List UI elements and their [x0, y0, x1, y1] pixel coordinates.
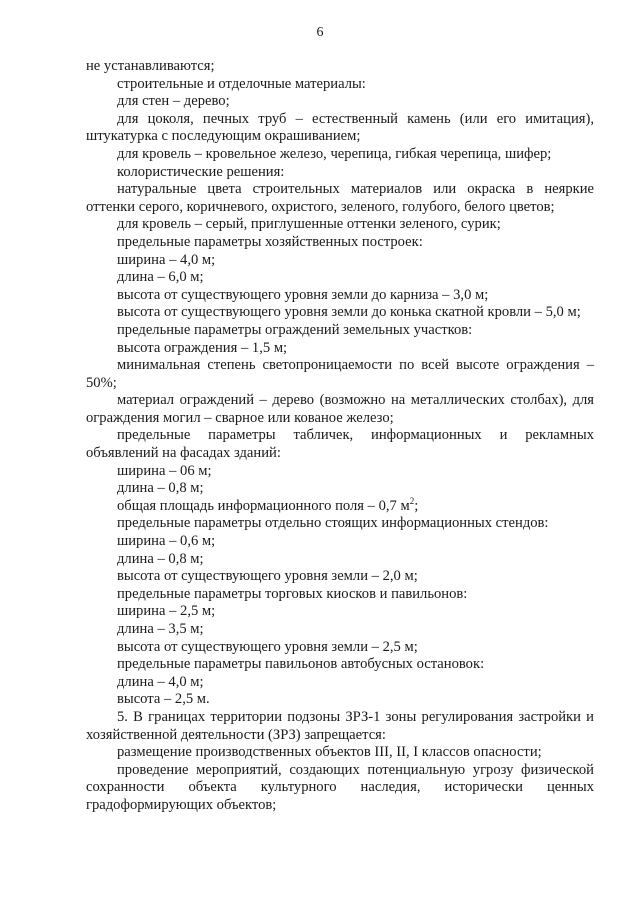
paragraph: [86, 216, 594, 234]
paragraph-text: колористические решения:: [117, 163, 285, 180]
paragraph-text: минимальная степень светопроницаемости по всей высоте ограждения – 50%;: [86, 357, 594, 391]
paragraph: [86, 674, 594, 692]
paragraph: [86, 252, 594, 270]
paragraph-text: ширина – 4,0 м;: [117, 251, 216, 268]
paragraph-text: ширина – 06 м;: [117, 462, 212, 479]
paragraph: [86, 691, 594, 709]
paragraph-text: предельные параметры отдельно стоящих информационных стендов:: [117, 515, 549, 532]
paragraph: [86, 234, 594, 252]
paragraph-text: ширина – 2,5 м;: [117, 603, 216, 620]
paragraph-text: ширина – 0,6 м;: [117, 533, 216, 550]
paragraph-text: для цоколя, печных труб – естественный камень (или его имитация), штукатурка с последующим окрашиванием;: [86, 110, 594, 145]
paragraph-text: материал ограждений – дерево (возможно на металлических столбах), для ограждения могил – сварное или кованое железо;: [86, 392, 594, 426]
paragraph: [86, 58, 594, 76]
paragraph-text: предельные параметры ограждений земельных участков:: [117, 321, 473, 338]
paragraph: [86, 744, 594, 762]
paragraph-text: высота от существующего уровня земли до карниза – 3,0 м;: [117, 286, 489, 303]
paragraph: [86, 164, 594, 182]
paragraph: [86, 181, 594, 216]
paragraph: [86, 495, 594, 516]
paragraph-text: проведение мероприятий, создающих потенциальную угрозу физической сохранности объекта культурного наследия, исторически ценных градоформирующих объектов;: [86, 761, 594, 813]
paragraph: [86, 551, 594, 569]
paragraph-text: размещение производственных объектов III, II, I классов опасности;: [117, 744, 542, 761]
paragraph: [86, 603, 594, 621]
paragraph: [86, 111, 594, 146]
paragraph: [86, 322, 594, 340]
paragraph-text: для стен – дерево;: [117, 93, 230, 110]
page-number: 6: [316, 25, 324, 40]
superscript: 2: [409, 495, 415, 506]
paragraph: [86, 269, 594, 287]
paragraph: [86, 463, 594, 481]
paragraph-text: для кровель – серый, приглушенные оттенки зеленого, сурик;: [117, 216, 501, 233]
paragraph: [86, 427, 594, 462]
paragraph-text: длина – 3,5 м;: [117, 621, 204, 637]
paragraph-text: высота от существующего уровня земли – 2,5 м;: [117, 638, 418, 655]
paragraph-text: высота от существующего уровня земли – 2,0 м;: [117, 568, 418, 585]
paragraph: [86, 287, 594, 305]
paragraph-text: длина – 0,8 м;: [117, 480, 204, 497]
paragraph-text: длина – 6,0 м;: [117, 269, 204, 286]
paragraph: [86, 586, 594, 604]
paragraph-text: высота от существующего уровня земли до конька скатной кровли – 5,0 м;: [117, 304, 581, 321]
paragraph-text: общая площадь информационного поля – 0,7 м: [117, 497, 410, 514]
paragraph-text: для кровель – кровельное железо, черепица, гибкая черепица, шифер;: [117, 145, 552, 162]
paragraph-text: предельные параметры хозяйственных построек:: [117, 233, 423, 250]
paragraph-text: предельные параметры павильонов автобусных остановок:: [117, 656, 485, 673]
paragraph-text: строительные и отделочные материалы:: [117, 75, 366, 92]
paragraph: [86, 709, 594, 744]
paragraph-tail: ;: [414, 497, 419, 514]
paragraph-text: натуральные цвета строительных материалов или окраска в неяркие оттенки серого, коричневого, охристого, зеленого, голубого, белого цветов;: [86, 181, 594, 215]
paragraph: [86, 621, 594, 639]
paragraph: [86, 515, 594, 533]
paragraph: [86, 304, 594, 322]
paragraph-text: не устанавливаются;: [86, 58, 215, 74]
paragraph-text: высота ограждения – 1,5 м;: [117, 339, 288, 356]
paragraph: [86, 76, 594, 94]
paragraph: [86, 392, 594, 427]
paragraph-text: длина – 4,0 м;: [117, 673, 204, 690]
paragraph: [86, 340, 594, 358]
paragraph: [86, 480, 594, 498]
paragraph-text: 5. В границах территории подзоны ЗРЗ-1 зоны регулирования застройки и хозяйственной деятельности (ЗРЗ) запрещается:: [86, 708, 594, 743]
paragraph-text: предельные параметры торговых киосков и павильонов:: [117, 585, 468, 602]
document-body: [86, 58, 594, 815]
paragraph: [86, 93, 594, 111]
paragraph: [86, 146, 594, 164]
paragraph: [86, 568, 594, 586]
paragraph: [86, 533, 594, 551]
paragraph: [86, 762, 594, 815]
paragraph: [86, 656, 594, 674]
paragraph: [86, 639, 594, 657]
paragraph-text: предельные параметры табличек, информационных и рекламных объявлений на фасадах зданий:: [86, 427, 594, 462]
paragraph-text: высота – 2,5 м.: [117, 691, 210, 708]
paragraph: [86, 357, 594, 392]
paragraph-text: длина – 0,8 м;: [117, 550, 204, 567]
